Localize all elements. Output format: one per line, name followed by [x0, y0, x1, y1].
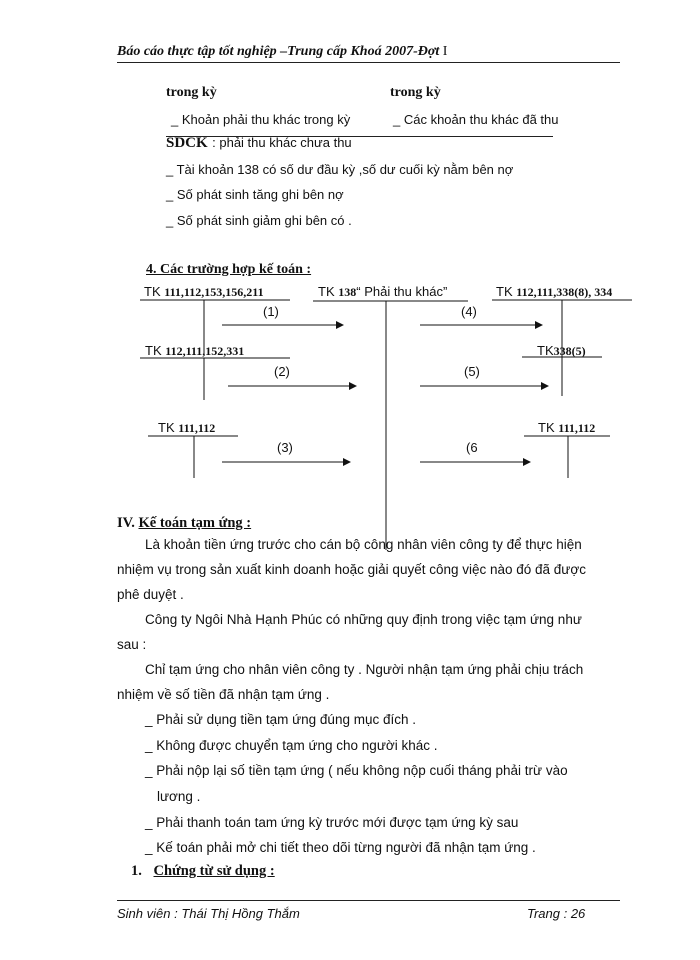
center-tk-code: 138	[338, 285, 357, 299]
right-tk1-prefix: TK	[496, 284, 513, 299]
left-tk2-label	[145, 343, 244, 359]
section-iv-line-12: _ Phải thanh toán tam ứng kỳ trước mới được tạm ứng kỳ sau	[145, 815, 519, 830]
arrow-1-label: (1)	[263, 304, 279, 319]
section4-heading-text: 4. Các trường hợp kế toán :	[146, 262, 312, 277]
arrow-5-label: (5)	[464, 364, 480, 379]
left-tk1-codes: 111,112,153,156,211	[164, 285, 264, 299]
center-tk-label	[318, 284, 447, 300]
section-iv-line-10: _ Phải nộp lại số tiền tạm ứng ( nếu không nộp cuối tháng phải trừ vào	[145, 763, 568, 778]
section-iv-line-13: _ Kế toán phải mở chi tiết theo dõi từng người đã nhận tạm ứng .	[145, 840, 536, 855]
section-iv-line-2: nhiệm vụ trong sản xuất kinh doanh hoặc giải quyết công việc nào đó đã được	[117, 562, 586, 577]
footer-page: Trang : 26	[527, 906, 586, 921]
left-tk3-label	[158, 420, 215, 436]
section-iv-line-3: phê duyệt .	[117, 587, 184, 602]
sdck-text: : phải thu khác chưa thu	[212, 135, 352, 150]
section-iv-number: IV.	[117, 515, 135, 531]
right-tk2-prefix: TK	[537, 343, 554, 358]
subsection-title: Chứng từ sử dụng :	[153, 863, 275, 879]
section-iv-line-11: lương .	[157, 789, 201, 804]
left-tk2-prefix: TK	[145, 343, 162, 358]
section-iv-line-5: sau :	[117, 637, 147, 652]
footer-rule	[117, 900, 620, 901]
right-tk3-prefix: TK	[538, 420, 555, 435]
section-iv-title: Kế toán tạm ứng :	[138, 515, 252, 531]
arrow-3-label: (3)	[277, 440, 293, 455]
section-iv-line-4: Công ty Ngôi Nhà Hạnh Phúc có những quy định trong việc tạm ứng như	[145, 612, 582, 627]
right-tk2-label	[537, 343, 586, 359]
section-iv-line-8: _ Phải sử dụng tiền tạm ứng đúng mục đích .	[145, 712, 416, 727]
left-tk1-prefix: TK	[144, 284, 161, 299]
right-item: _ Các khoản thu khác đã thu	[393, 112, 559, 127]
left-tk2-codes: 112,111,152,331	[165, 344, 245, 358]
right-tk1-codes: 112,111,338(8), 334	[516, 285, 613, 299]
section-iv-line-6: Chỉ tạm ứng cho nhân viên công ty . Người nhận tạm ứng phải chịu trách	[145, 662, 584, 677]
right-tk1-label	[496, 284, 612, 300]
header-title: Báo cáo thực tập tốt nghiệp –Trung cấp Khoá 2007-Đợt	[117, 44, 440, 59]
arrow-2-label: (2)	[274, 364, 290, 379]
center-tk-prefix: TK	[318, 284, 335, 299]
sdck-label: SDCK	[166, 135, 208, 151]
section-iv-line-7: nhiệm về số tiền đã nhận tạm ứng .	[117, 687, 330, 702]
left-tk3-prefix: TK	[158, 420, 175, 435]
left-item: _ Khoản phải thu khác trong kỳ	[171, 112, 351, 127]
section-iv-line-9: _ Không được chuyển tạm ứng cho người khác .	[145, 738, 438, 753]
arrow-4-label: (4)	[461, 304, 477, 319]
left-label: trong kỳ	[166, 85, 217, 100]
arrow-6-label: (6	[466, 440, 478, 455]
subsection-number: 1.	[131, 863, 142, 879]
section-iv-line-1: Là khoản tiền ứng trước cho cán bộ công nhân viên công ty để thực hiện	[145, 537, 582, 552]
header-tail: I	[442, 44, 448, 59]
right-label: trong kỳ	[390, 85, 441, 100]
note-1: _ Tài khoản 138 có số dư đầu kỳ ,số dư cuối kỳ nằm bên nợ	[166, 162, 514, 177]
left-tk3-codes: 111,112	[178, 421, 216, 435]
section-iv-heading	[117, 515, 251, 532]
subsection-heading	[131, 863, 275, 880]
right-tk3-codes: 111,112	[558, 421, 596, 435]
right-tk3-label	[538, 420, 595, 436]
note-2: _ Số phát sinh tăng ghi bên nợ	[166, 187, 344, 202]
center-tk-name: “ Phải thu khác”	[356, 284, 448, 299]
left-tk1-label	[144, 284, 264, 300]
note-3: _ Số phát sinh giảm ghi bên có .	[166, 213, 352, 228]
right-tk2-codes: 338(5)	[553, 344, 586, 358]
footer-student: Sinh viên : Thái Thị Hồng Thắm	[117, 906, 300, 921]
